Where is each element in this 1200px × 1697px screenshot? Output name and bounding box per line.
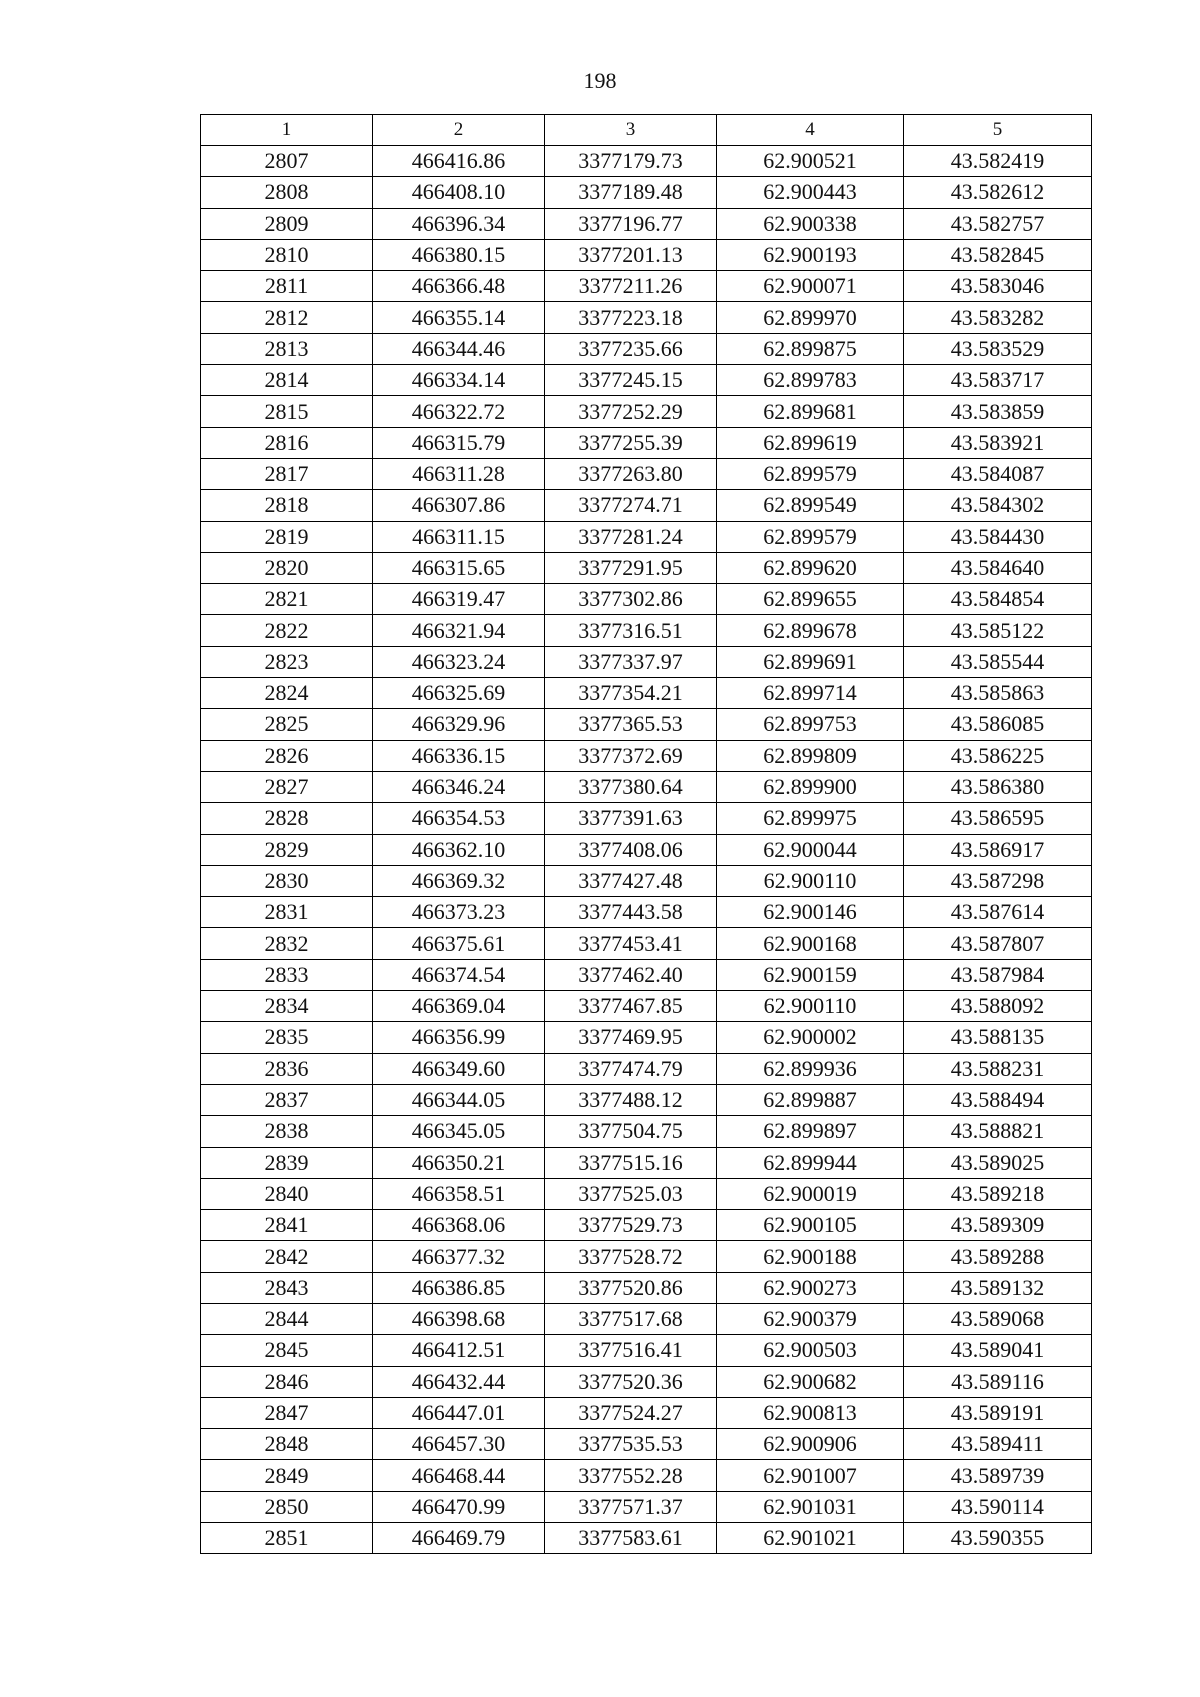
table-cell: 62.900521	[717, 146, 904, 177]
table-cell: 2815	[201, 396, 373, 427]
table-cell: 43.588092	[904, 991, 1092, 1022]
table-cell: 43.587984	[904, 959, 1092, 990]
table-cell: 2814	[201, 365, 373, 396]
table-cell: 466396.34	[373, 208, 545, 239]
table-cell: 62.900105	[717, 1210, 904, 1241]
table-cell: 3377223.18	[545, 302, 717, 333]
table-cell: 2832	[201, 928, 373, 959]
table-row	[201, 1397, 1092, 1428]
table-cell: 43.588494	[904, 1084, 1092, 1115]
table-cell: 43.589068	[904, 1303, 1092, 1334]
table-cell: 62.899579	[717, 458, 904, 489]
table-cell: 3377235.66	[545, 333, 717, 364]
table-cell: 62.899887	[717, 1084, 904, 1115]
table-cell: 3377391.63	[545, 803, 717, 834]
table-cell: 62.900813	[717, 1397, 904, 1428]
table-cell: 62.901031	[717, 1491, 904, 1522]
header-row	[201, 115, 1092, 146]
table-cell: 2851	[201, 1523, 373, 1554]
table-cell: 62.900443	[717, 177, 904, 208]
table-body	[201, 146, 1092, 1554]
table-cell: 2830	[201, 865, 373, 896]
table-row	[201, 991, 1092, 1022]
table-cell: 2811	[201, 271, 373, 302]
table-cell: 3377189.48	[545, 177, 717, 208]
table-cell: 62.900071	[717, 271, 904, 302]
table-cell: 3377211.26	[545, 271, 717, 302]
table-cell: 466369.32	[373, 865, 545, 896]
table-cell: 2825	[201, 709, 373, 740]
table-cell: 3377380.64	[545, 771, 717, 802]
table-cell: 2808	[201, 177, 373, 208]
table-cell: 2847	[201, 1397, 373, 1428]
table-row	[201, 1366, 1092, 1397]
table-cell: 2848	[201, 1429, 373, 1460]
table-cell: 466311.15	[373, 521, 545, 552]
table-cell: 2823	[201, 646, 373, 677]
table-cell: 3377571.37	[545, 1491, 717, 1522]
table-cell: 466398.68	[373, 1303, 545, 1334]
table-cell: 3377291.95	[545, 552, 717, 583]
table-cell: 3377467.85	[545, 991, 717, 1022]
table-cell: 2846	[201, 1366, 373, 1397]
table-cell: 3377474.79	[545, 1053, 717, 1084]
table-cell: 62.900110	[717, 991, 904, 1022]
table-row	[201, 646, 1092, 677]
table-row	[201, 302, 1092, 333]
table-cell: 3377354.21	[545, 678, 717, 709]
table-row	[201, 521, 1092, 552]
table-cell: 466346.24	[373, 771, 545, 802]
table-cell: 62.900188	[717, 1241, 904, 1272]
table-cell: 2833	[201, 959, 373, 990]
table-cell: 62.899936	[717, 1053, 904, 1084]
table-cell: 2837	[201, 1084, 373, 1115]
table-row	[201, 709, 1092, 740]
table-cell: 43.588821	[904, 1116, 1092, 1147]
page-number: 198	[583, 68, 617, 93]
table-cell: 3377201.13	[545, 239, 717, 270]
column-header: 5	[904, 115, 1092, 146]
table-row	[201, 1147, 1092, 1178]
table-cell: 2816	[201, 427, 373, 458]
table-cell: 2843	[201, 1272, 373, 1303]
table-cell: 466377.32	[373, 1241, 545, 1272]
table-cell: 466344.46	[373, 333, 545, 364]
table-cell: 3377365.53	[545, 709, 717, 740]
table-cell: 43.584087	[904, 458, 1092, 489]
table-cell: 3377443.58	[545, 897, 717, 928]
table-cell: 43.584854	[904, 584, 1092, 615]
table-cell: 2828	[201, 803, 373, 834]
table-cell: 43.587298	[904, 865, 1092, 896]
table-cell: 43.589309	[904, 1210, 1092, 1241]
table-cell: 43.589116	[904, 1366, 1092, 1397]
table-cell: 2827	[201, 771, 373, 802]
table-cell: 2829	[201, 834, 373, 865]
table-row	[201, 427, 1092, 458]
table-cell: 466469.79	[373, 1523, 545, 1554]
table-row	[201, 1523, 1092, 1554]
table-cell: 43.583859	[904, 396, 1092, 427]
table-cell: 3377524.27	[545, 1397, 717, 1428]
table-cell: 466457.30	[373, 1429, 545, 1460]
table-cell: 466432.44	[373, 1366, 545, 1397]
table-cell: 2849	[201, 1460, 373, 1491]
table-row	[201, 1084, 1092, 1115]
table-cell: 466375.61	[373, 928, 545, 959]
table-cell: 3377529.73	[545, 1210, 717, 1241]
table-cell: 43.588135	[904, 1022, 1092, 1053]
table-row	[201, 1460, 1092, 1491]
table-cell: 43.589218	[904, 1178, 1092, 1209]
table-cell: 466380.15	[373, 239, 545, 270]
table-row	[201, 834, 1092, 865]
table-cell: 43.588231	[904, 1053, 1092, 1084]
table-row	[201, 803, 1092, 834]
table-cell: 466447.01	[373, 1397, 545, 1428]
table-row	[201, 1303, 1092, 1334]
table-cell: 466334.14	[373, 365, 545, 396]
table-cell: 62.900503	[717, 1335, 904, 1366]
table-cell: 3377255.39	[545, 427, 717, 458]
table-cell: 2836	[201, 1053, 373, 1084]
table-cell: 466315.79	[373, 427, 545, 458]
table-cell: 2813	[201, 333, 373, 364]
table-row	[201, 396, 1092, 427]
table-row	[201, 1178, 1092, 1209]
column-header: 2	[373, 115, 545, 146]
table-cell: 43.583046	[904, 271, 1092, 302]
table-cell: 466356.99	[373, 1022, 545, 1053]
table-cell: 43.586380	[904, 771, 1092, 802]
table-cell: 62.900146	[717, 897, 904, 928]
table-cell: 2807	[201, 146, 373, 177]
table-row	[201, 865, 1092, 896]
table-cell: 62.899655	[717, 584, 904, 615]
table-cell: 2820	[201, 552, 373, 583]
table-cell: 2809	[201, 208, 373, 239]
table-cell: 466354.53	[373, 803, 545, 834]
table-row	[201, 1335, 1092, 1366]
column-header: 1	[201, 115, 373, 146]
table-cell: 2822	[201, 615, 373, 646]
table-cell: 62.899875	[717, 333, 904, 364]
table-cell: 466408.10	[373, 177, 545, 208]
table-cell: 62.900193	[717, 239, 904, 270]
table-cell: 2819	[201, 521, 373, 552]
table-cell: 43.584430	[904, 521, 1092, 552]
table-cell: 3377302.86	[545, 584, 717, 615]
table-cell: 3377520.86	[545, 1272, 717, 1303]
table-cell: 43.589041	[904, 1335, 1092, 1366]
table-cell: 466355.14	[373, 302, 545, 333]
table-row	[201, 897, 1092, 928]
table-cell: 62.899678	[717, 615, 904, 646]
table-cell: 62.899944	[717, 1147, 904, 1178]
table-cell: 2812	[201, 302, 373, 333]
table-cell: 43.589411	[904, 1429, 1092, 1460]
table-cell: 466336.15	[373, 740, 545, 771]
table-cell: 2850	[201, 1491, 373, 1522]
table-cell: 2817	[201, 458, 373, 489]
table-cell: 43.589025	[904, 1147, 1092, 1178]
table-cell: 43.587807	[904, 928, 1092, 959]
table-cell: 466373.23	[373, 897, 545, 928]
table-cell: 466311.28	[373, 458, 545, 489]
table-cell: 3377515.16	[545, 1147, 717, 1178]
table-cell: 3377408.06	[545, 834, 717, 865]
table-cell: 62.899579	[717, 521, 904, 552]
table-cell: 62.899783	[717, 365, 904, 396]
table-cell: 2824	[201, 678, 373, 709]
table-cell: 62.900159	[717, 959, 904, 990]
table-cell: 3377274.71	[545, 490, 717, 521]
table-cell: 466369.04	[373, 991, 545, 1022]
table-row	[201, 271, 1092, 302]
table-cell: 43.585122	[904, 615, 1092, 646]
column-header: 3	[545, 115, 717, 146]
table-cell: 62.899549	[717, 490, 904, 521]
table-cell: 62.899975	[717, 803, 904, 834]
table-cell: 62.899691	[717, 646, 904, 677]
table-row	[201, 959, 1092, 990]
table-cell: 466322.72	[373, 396, 545, 427]
table-cell: 3377427.48	[545, 865, 717, 896]
table-cell: 43.583717	[904, 365, 1092, 396]
table-cell: 466329.96	[373, 709, 545, 740]
table-cell: 43.589132	[904, 1272, 1092, 1303]
table-cell: 466366.48	[373, 271, 545, 302]
table-cell: 466323.24	[373, 646, 545, 677]
table-cell: 2834	[201, 991, 373, 1022]
table-cell: 3377535.53	[545, 1429, 717, 1460]
table-cell: 43.582845	[904, 239, 1092, 270]
table-row	[201, 584, 1092, 615]
table-row	[201, 928, 1092, 959]
table-cell: 3377179.73	[545, 146, 717, 177]
table-cell: 62.899681	[717, 396, 904, 427]
table-cell: 466349.60	[373, 1053, 545, 1084]
table-cell: 2842	[201, 1241, 373, 1272]
table-cell: 466325.69	[373, 678, 545, 709]
table-cell: 2821	[201, 584, 373, 615]
table-row	[201, 552, 1092, 583]
table-cell: 2826	[201, 740, 373, 771]
table-cell: 3377252.29	[545, 396, 717, 427]
table-cell: 43.589739	[904, 1460, 1092, 1491]
table-cell: 43.586595	[904, 803, 1092, 834]
table-cell: 62.899620	[717, 552, 904, 583]
table-cell: 62.899900	[717, 771, 904, 802]
table-cell: 2810	[201, 239, 373, 270]
table-row	[201, 1210, 1092, 1241]
table-cell: 3377520.36	[545, 1366, 717, 1397]
table-cell: 466358.51	[373, 1178, 545, 1209]
table-cell: 2845	[201, 1335, 373, 1366]
table-cell: 43.590114	[904, 1491, 1092, 1522]
table-cell: 43.590355	[904, 1523, 1092, 1554]
table-cell: 62.900002	[717, 1022, 904, 1053]
table-row	[201, 1272, 1092, 1303]
table-cell: 62.899753	[717, 709, 904, 740]
coordinates-table	[200, 114, 1092, 1554]
table-cell: 43.583921	[904, 427, 1092, 458]
table-cell: 3377453.41	[545, 928, 717, 959]
table-cell: 2831	[201, 897, 373, 928]
table-cell: 3377245.15	[545, 365, 717, 396]
table-cell: 3377583.61	[545, 1523, 717, 1554]
table-cell: 3377517.68	[545, 1303, 717, 1334]
table-cell: 43.582612	[904, 177, 1092, 208]
table-cell: 62.900273	[717, 1272, 904, 1303]
table-row	[201, 146, 1092, 177]
table-cell: 3377316.51	[545, 615, 717, 646]
table-cell: 62.899809	[717, 740, 904, 771]
table-cell: 3377372.69	[545, 740, 717, 771]
table-cell: 466374.54	[373, 959, 545, 990]
table-row	[201, 771, 1092, 802]
table-row	[201, 1491, 1092, 1522]
table-cell: 2844	[201, 1303, 373, 1334]
table-cell: 466321.94	[373, 615, 545, 646]
table-cell: 43.582757	[904, 208, 1092, 239]
table-cell: 3377263.80	[545, 458, 717, 489]
table-cell: 2840	[201, 1178, 373, 1209]
table-cell: 62.900338	[717, 208, 904, 239]
table-row	[201, 490, 1092, 521]
table-cell: 43.589288	[904, 1241, 1092, 1272]
table-cell: 3377462.40	[545, 959, 717, 990]
table-header	[201, 115, 1092, 146]
table-row	[201, 458, 1092, 489]
table-row	[201, 1429, 1092, 1460]
table-cell: 62.901007	[717, 1460, 904, 1491]
table-row	[201, 678, 1092, 709]
table-cell: 466386.85	[373, 1272, 545, 1303]
table-cell: 43.586917	[904, 834, 1092, 865]
table-cell: 2835	[201, 1022, 373, 1053]
table-row	[201, 1241, 1092, 1272]
table-cell: 62.900044	[717, 834, 904, 865]
table-row	[201, 1022, 1092, 1053]
table-cell: 466468.44	[373, 1460, 545, 1491]
table-row	[201, 1053, 1092, 1084]
table-cell: 3377281.24	[545, 521, 717, 552]
table-cell: 43.586225	[904, 740, 1092, 771]
table-cell: 466315.65	[373, 552, 545, 583]
table-cell: 466307.86	[373, 490, 545, 521]
table-cell: 43.582419	[904, 146, 1092, 177]
table-row	[201, 239, 1092, 270]
table-cell: 466412.51	[373, 1335, 545, 1366]
table-cell: 466368.06	[373, 1210, 545, 1241]
table-cell: 466345.05	[373, 1116, 545, 1147]
table-cell: 43.584640	[904, 552, 1092, 583]
table-cell: 62.899897	[717, 1116, 904, 1147]
table-cell: 62.899970	[717, 302, 904, 333]
table-cell: 2839	[201, 1147, 373, 1178]
table-cell: 3377469.95	[545, 1022, 717, 1053]
table-cell: 43.585863	[904, 678, 1092, 709]
table-row	[201, 177, 1092, 208]
table-cell: 3377504.75	[545, 1116, 717, 1147]
table-row	[201, 740, 1092, 771]
table-cell: 2838	[201, 1116, 373, 1147]
table-cell: 62.900379	[717, 1303, 904, 1334]
table-cell: 466416.86	[373, 146, 545, 177]
table-cell: 62.899714	[717, 678, 904, 709]
table-row	[201, 1116, 1092, 1147]
table-cell: 466350.21	[373, 1147, 545, 1178]
table-cell: 62.899619	[717, 427, 904, 458]
table-cell: 62.900110	[717, 865, 904, 896]
column-header: 4	[717, 115, 904, 146]
table-cell: 43.589191	[904, 1397, 1092, 1428]
table-cell: 43.586085	[904, 709, 1092, 740]
table-cell: 3377337.97	[545, 646, 717, 677]
table-cell: 62.900019	[717, 1178, 904, 1209]
table-cell: 62.900168	[717, 928, 904, 959]
table-cell: 43.585544	[904, 646, 1092, 677]
table-cell: 43.583282	[904, 302, 1092, 333]
table-cell: 3377488.12	[545, 1084, 717, 1115]
table-cell: 466344.05	[373, 1084, 545, 1115]
table-cell: 3377552.28	[545, 1460, 717, 1491]
table-cell: 3377525.03	[545, 1178, 717, 1209]
table-cell: 466362.10	[373, 834, 545, 865]
table-cell: 3377528.72	[545, 1241, 717, 1272]
table-cell: 43.584302	[904, 490, 1092, 521]
table-cell: 3377516.41	[545, 1335, 717, 1366]
table-row	[201, 333, 1092, 364]
table-cell: 2818	[201, 490, 373, 521]
table-cell: 2841	[201, 1210, 373, 1241]
table-cell: 466319.47	[373, 584, 545, 615]
table-cell: 3377196.77	[545, 208, 717, 239]
table-cell: 43.583529	[904, 333, 1092, 364]
table-cell: 43.587614	[904, 897, 1092, 928]
table-cell: 62.901021	[717, 1523, 904, 1554]
table-cell: 62.900682	[717, 1366, 904, 1397]
table-row	[201, 365, 1092, 396]
table-cell: 62.900906	[717, 1429, 904, 1460]
table-cell: 466470.99	[373, 1491, 545, 1522]
table-row	[201, 208, 1092, 239]
table-row	[201, 615, 1092, 646]
